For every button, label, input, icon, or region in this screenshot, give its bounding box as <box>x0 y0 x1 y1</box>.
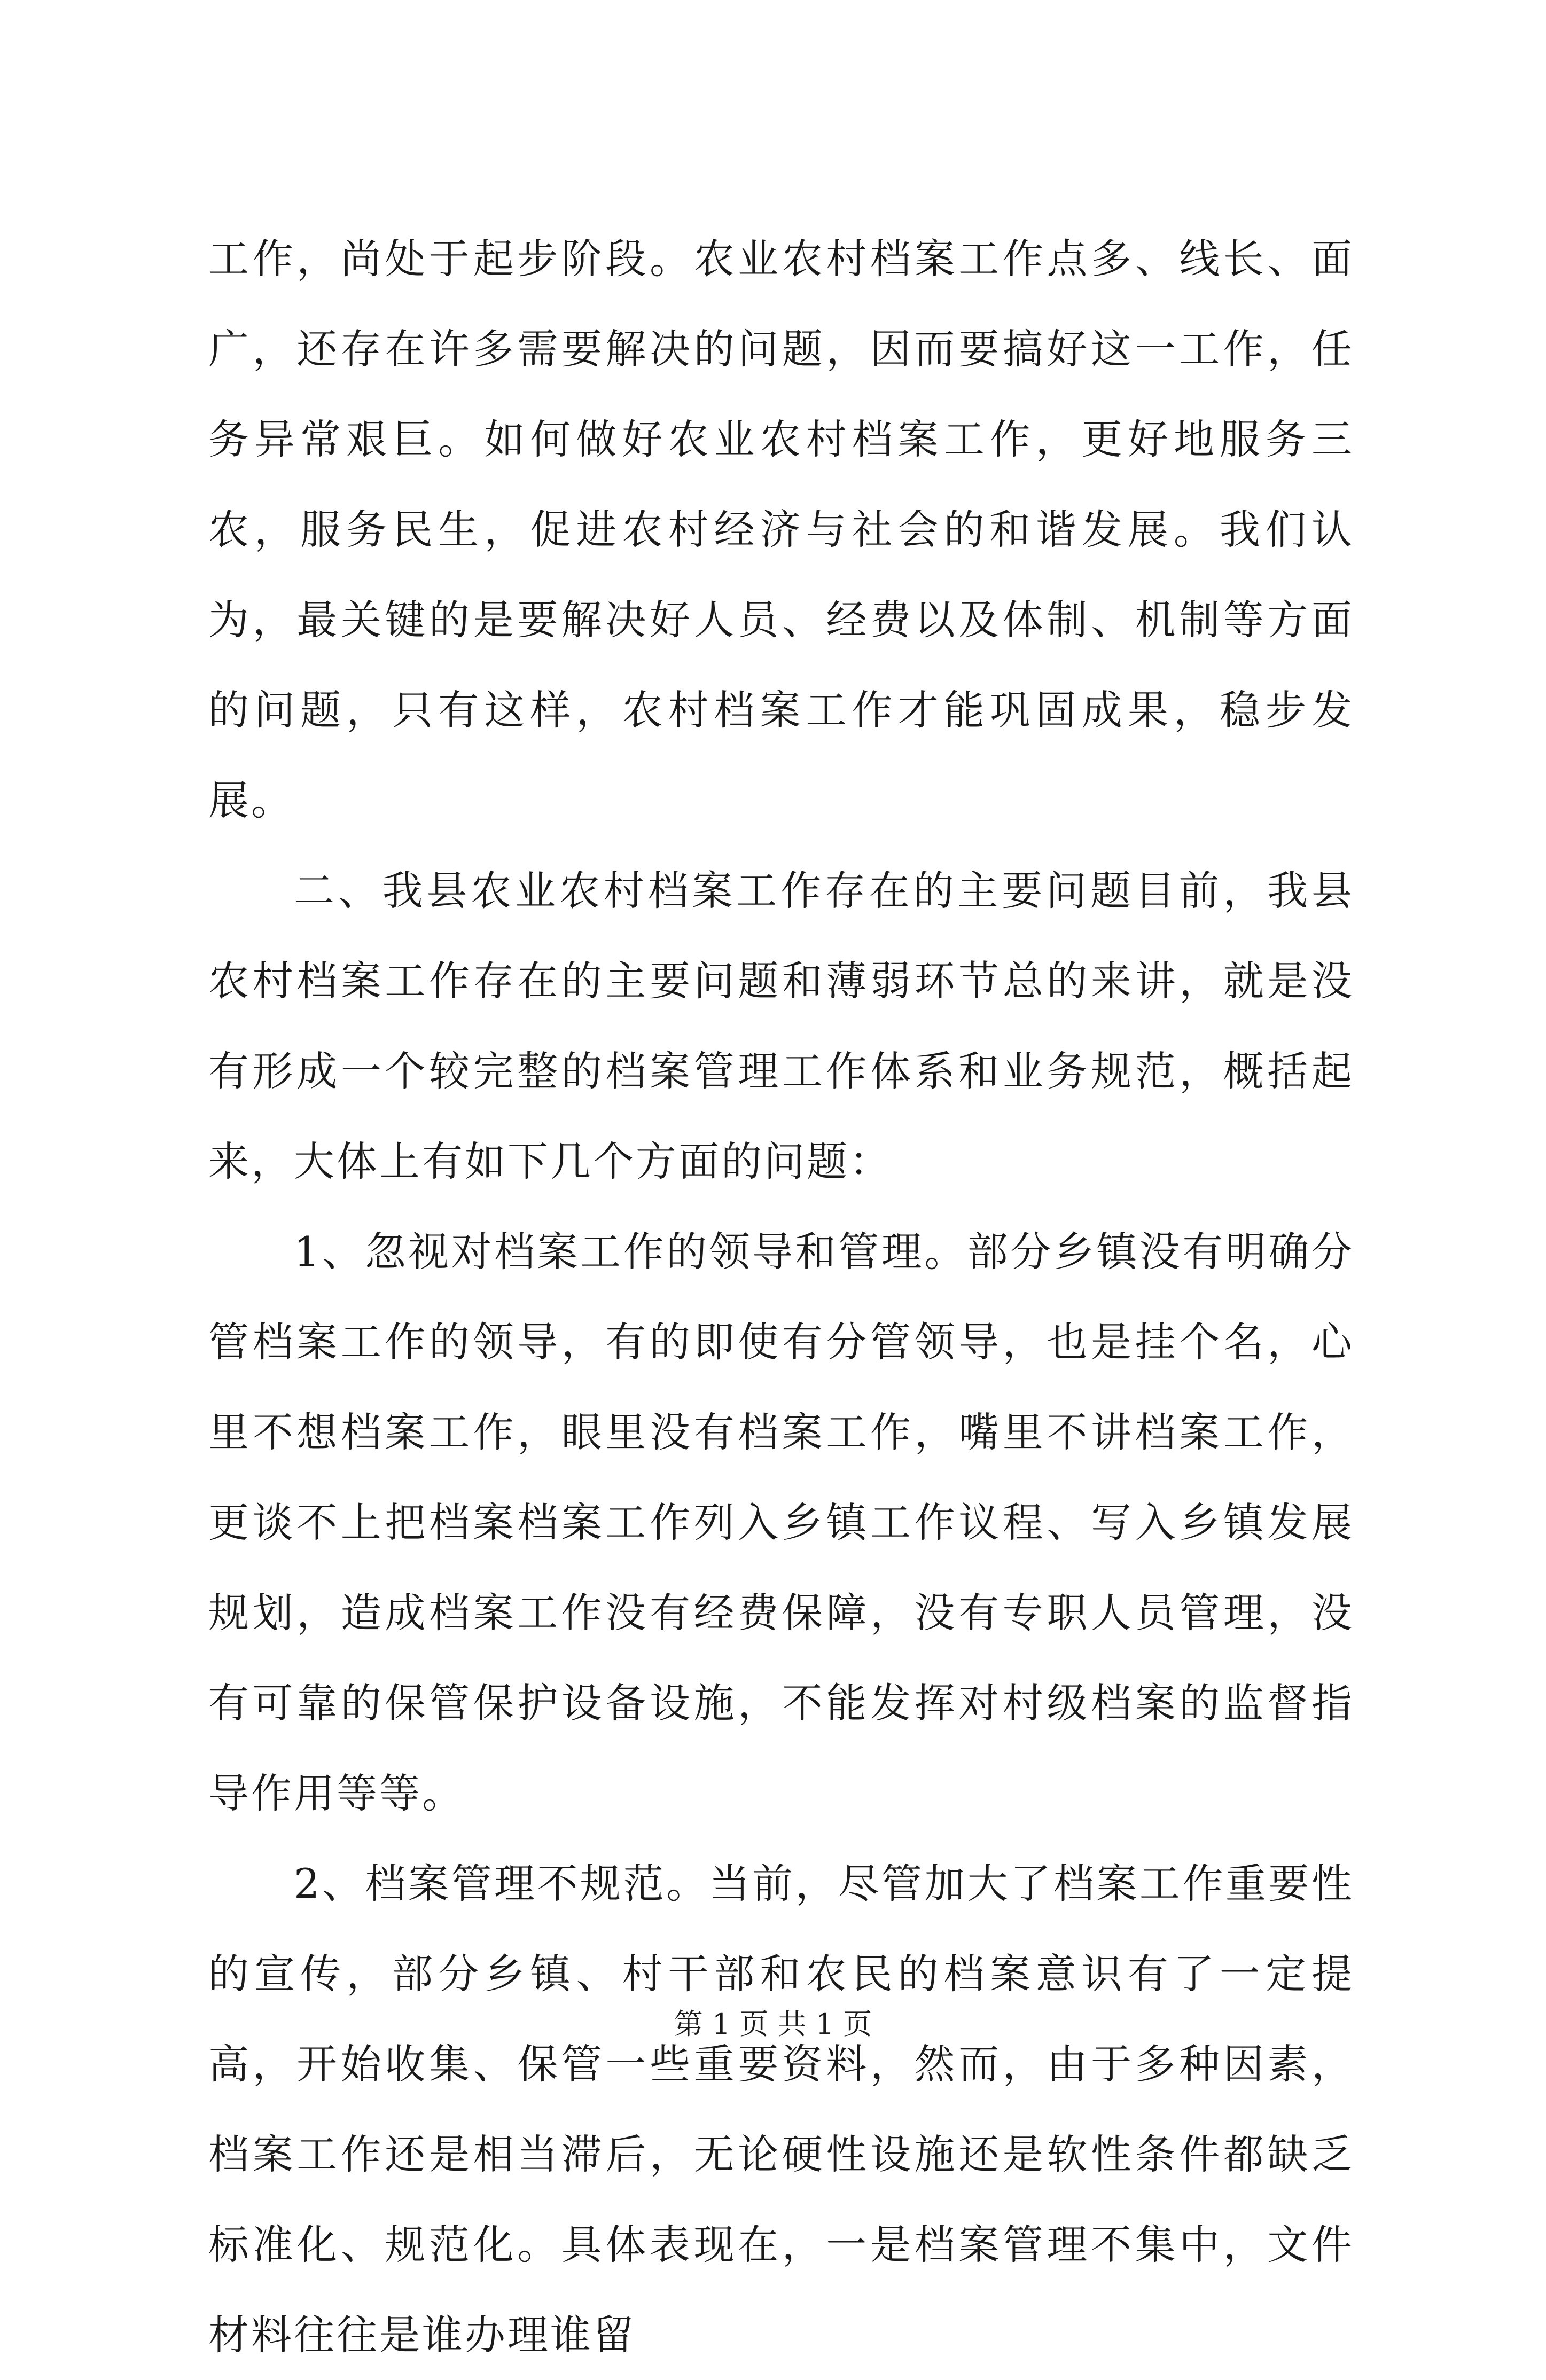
paragraph-4: 2、档案管理不规范。当前，尽管加大了档案工作重要性的宣传，部分乡镇、村干部和农民的档案意识有了一定提高，开始收集、保管一些重要资料，然而，由于多种因素，档案工作还是相当滞后，无论硬性设施还是软性条件都缺乏标准化、规范化。具体表现在，一是档案管理不集中，文件材料往往是谁办理谁留 <box>208 1860 1354 2359</box>
paragraph-2: 二、我县农业农村档案工作存在的主要问题目前，我县农村档案工作存在的主要问题和薄弱环节总的来讲，就是没有形成一个较完整的档案管理工作体系和业务规范，概括起来，大体上有如下几个方面的问题： <box>208 867 1354 1185</box>
page-footer: 第 1 页 共 1 页 <box>674 2007 872 2041</box>
document-body <box>208 214 1354 2380</box>
paragraph-3: 1、忽视对档案工作的领导和管理。部分乡镇没有明确分管档案工作的领导，有的即使有分管领导，也是挂个名，心里不想档案工作，眼里没有档案工作，嘴里不讲档案工作，更谈不上把档案档案工作列入乡镇工作议程、写入乡镇发展规划，造成档案工作没有经费保障，没有专职人员管理，没有可靠的保管保护设备设施，不能发挥对村级档案的监督指导作用等等。 <box>208 1228 1354 1817</box>
paragraph-1: 工作，尚处于起步阶段。农业农村档案工作点多、线长、面广，还存在许多需要解决的问题，因而要搞好这一工作，任务异常艰巨。如何做好农业农村档案工作，更好地服务三农，服务民生，促进农村经济与社会的和谐发展。我们认为，最关键的是要解决好人员、经费以及体制、机制等方面的问题，只有这样，农村档案工作才能巩固成果，稳步发展。 <box>208 235 1354 824</box>
